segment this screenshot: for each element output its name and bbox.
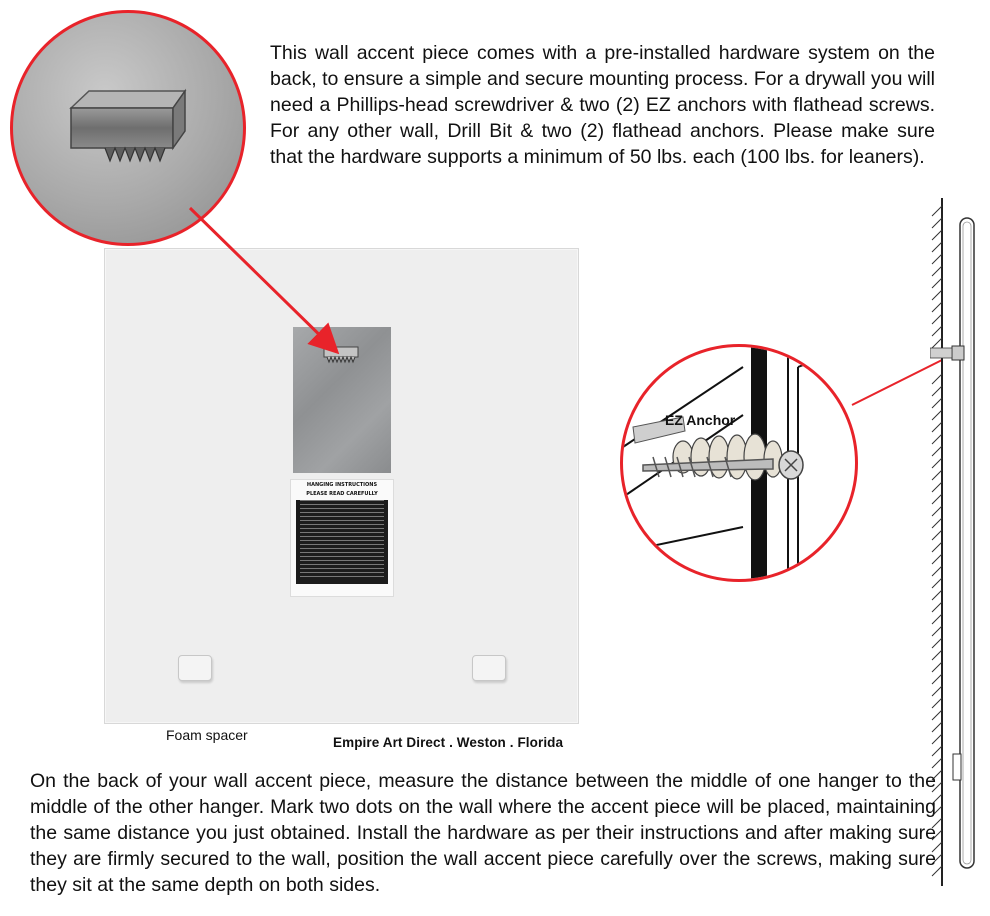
ez-anchor-zoom-callout	[620, 344, 858, 582]
intro-paragraph: This wall accent piece comes with a pre-installed hardware system on the back, to ensure a simple and secure mounting process. For a drywall you will need a Phillips-head screwdriver & two (2) EZ anchors with flathead screws. For any other wall, Drill Bit & two (2) flathead anchors. Please make sure that the hardware supports a minimum of 50 lbs. each (100 lbs. for leaners).	[270, 42, 935, 168]
foam-spacer-caption: Foam spacer	[166, 727, 248, 743]
label-title-line1: HANGING INSTRUCTIONS	[306, 482, 378, 488]
wall-side-view	[930, 198, 980, 888]
label-title-line2: PLEASE READ CAREFULLY	[306, 490, 378, 497]
ez-anchor-label: EZ Anchor	[665, 412, 736, 428]
installation-paragraph: On the back of your wall accent piece, measure the distance between the middle of one hanger to the middle of the other hanger. Mark two dots on the wall where the accent piece will be placed, maintaining the same distance you just obtained. Install the hardware as per their instructions and after making sure they are firmly secured to the wall, position the wall accent piece carefully over the screws, making sure they sit at the same depth on both sides.	[30, 770, 936, 896]
company-footer: Empire Art Direct . Weston . Florida	[333, 735, 564, 750]
ez-anchor-screw-icon	[623, 347, 858, 582]
